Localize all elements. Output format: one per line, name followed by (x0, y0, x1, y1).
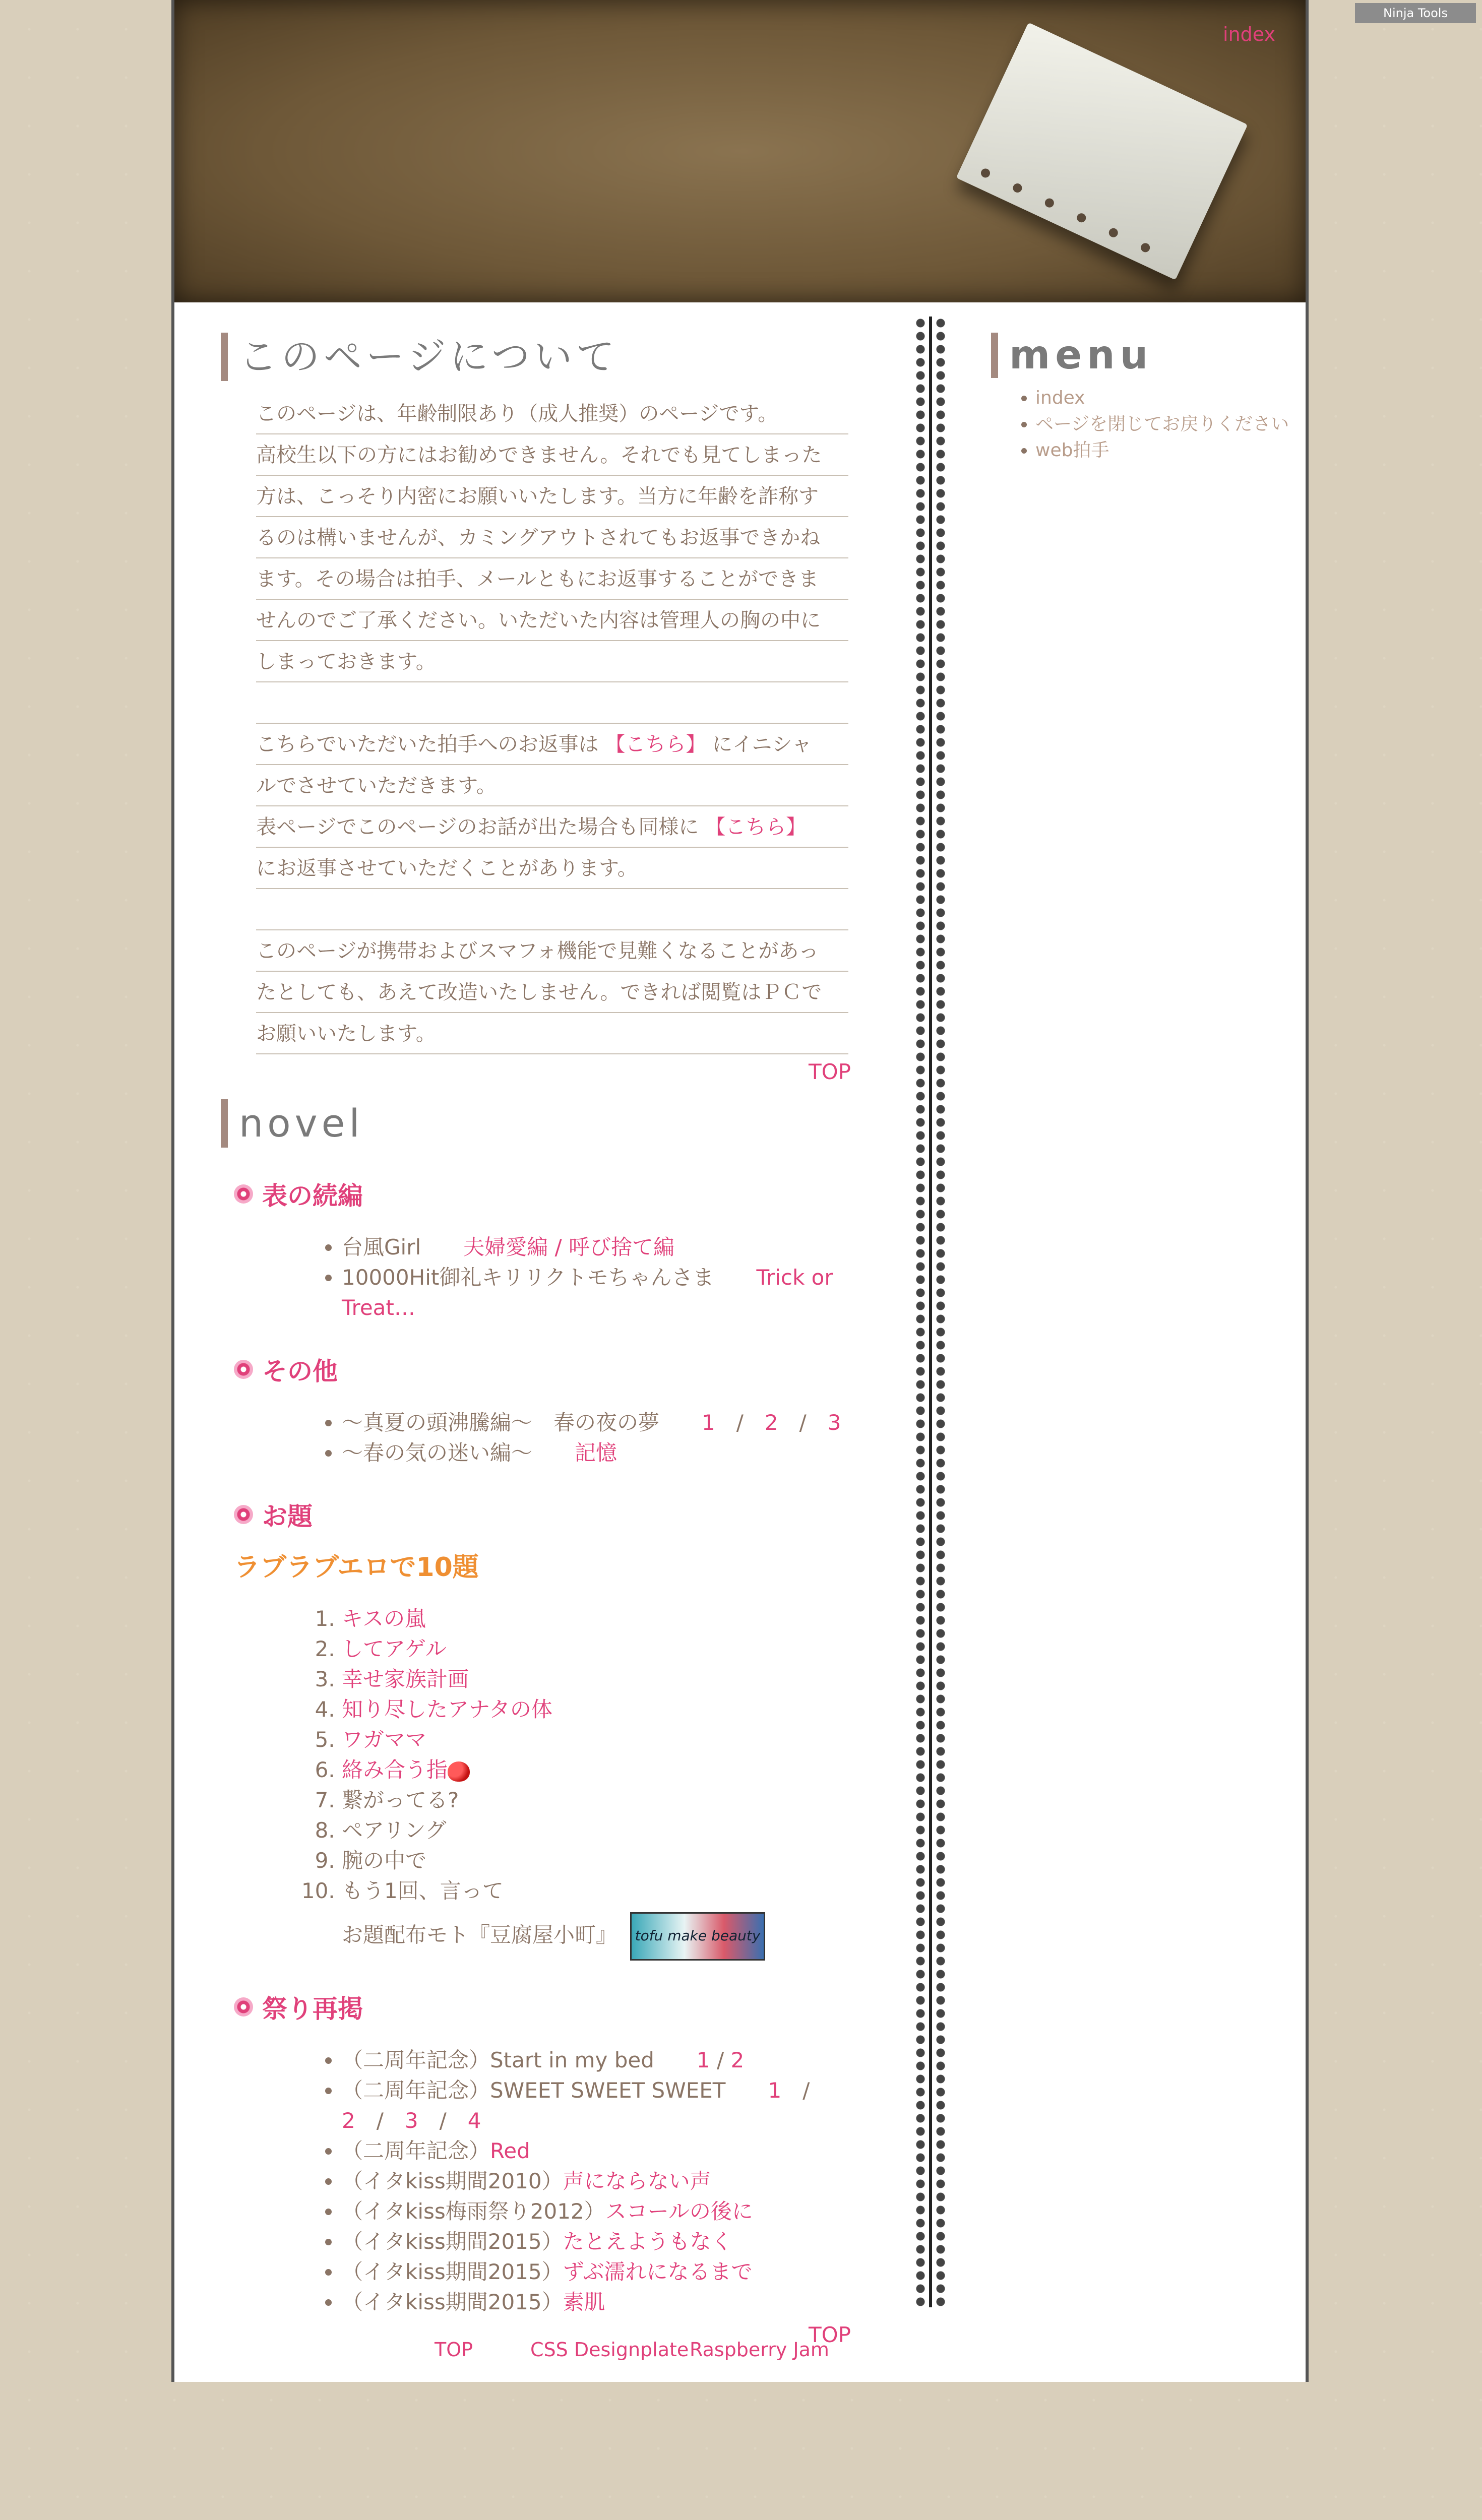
ninja-tools-badge[interactable]: Ninja Tools (1355, 3, 1476, 23)
menu-item (1035, 385, 1304, 411)
part-link[interactable]: 2 (342, 2108, 355, 2133)
reply-line: にお返事させていただくことがあります。 (256, 857, 638, 880)
reply-line (256, 806, 848, 848)
odai-subtitle: ラブラブエロで10題 (234, 1552, 479, 1583)
part-link[interactable]: 2 (764, 1410, 778, 1435)
story-link[interactable]: スコールの後に (605, 2199, 753, 2224)
mobile-line: このページが携帯およびスマフォ機能で見難くなることがあっ (256, 939, 819, 963)
list-item: • （イタkiss梅雨祭り2012）スコールの後に (342, 2196, 861, 2227)
part-link[interactable]: 2 (730, 2048, 745, 2072)
about-line: ます。その場合は拍手、メールともにお返事することができま (256, 568, 819, 591)
about-text (256, 393, 848, 1054)
part-link[interactable]: 1 (768, 2078, 782, 2103)
reply-text: にイニシャ (712, 733, 812, 756)
flower-icon (234, 1505, 253, 1524)
list-item: • （イタkiss期間2015）ずぶ濡れになるまで (342, 2257, 861, 2287)
header-index-link[interactable]: index (1223, 23, 1275, 45)
footer-rj-link[interactable]: Raspberry Jam (690, 2339, 829, 2361)
part-link[interactable]: 1 (702, 1410, 715, 1435)
odai-credit: お題配布モト『豆腐屋小町』 tofu make beauty (342, 1912, 861, 1961)
odai-link[interactable]: 絡み合う指 (342, 1757, 448, 1782)
odai-link[interactable]: キスの嵐 (342, 1606, 426, 1631)
flower-icon (234, 1997, 253, 2017)
menu-title: menu (991, 333, 1304, 378)
part-link[interactable]: 4 (467, 2108, 481, 2133)
omote-list (221, 1232, 861, 1323)
list-item: • （二周年記念）Red (342, 2136, 861, 2166)
odai-link[interactable]: ワガママ (342, 1727, 427, 1752)
about-line: 高校生以下の方にはお勧めできません。それでも見てしまった (256, 444, 822, 467)
list-item (342, 1694, 861, 1725)
menu-webclap-link[interactable]: web拍手 (1035, 440, 1109, 461)
list-item: • （イタkiss期間2015）素肌 (342, 2287, 861, 2317)
matsuri-heading: 祭り再掲 (234, 1989, 861, 2025)
reply-text: こちらでいただいた拍手へのお返事は (256, 733, 599, 756)
top-link[interactable]: TOP (808, 2322, 851, 2347)
fufu-link[interactable]: 夫婦愛編 / 呼び捨て編 (463, 1235, 675, 1259)
list-item (342, 1634, 861, 1664)
list-item: • 10000Hit御礼キリリクトモちゃんさま Trick or Treat… (342, 1263, 861, 1323)
list-item (342, 1755, 861, 1785)
odai-link[interactable]: してアゲル (342, 1636, 447, 1661)
story-link[interactable]: 声にならない声 (563, 2169, 711, 2193)
sidebar-menu (991, 333, 1304, 464)
reply-text: 表ページでこのページのお話が出た場合も同様に (256, 815, 699, 839)
menu-list (991, 385, 1304, 464)
matsuri-list (221, 2045, 861, 2317)
list-item: 8. ペアリング (342, 1815, 861, 1846)
odai-link[interactable]: 知り尽したアナタの体 (342, 1697, 552, 1722)
menu-item (1035, 411, 1304, 437)
part-link[interactable]: 3 (827, 1410, 841, 1435)
list-item (342, 1604, 861, 1634)
list-item: • （二周年記念）Start in my bed 1 / 2 (342, 2045, 861, 2075)
part-link[interactable]: 1 (696, 2048, 710, 2072)
odai-link[interactable]: 幸せ家族計画 (342, 1667, 469, 1691)
menu-item (1035, 437, 1304, 464)
reply-link[interactable]: 【こちら】 (705, 815, 807, 839)
about-title: このページについて (221, 333, 861, 381)
about-line: せんのでご了承ください。いただいた内容は管理人の胸の中に (256, 609, 821, 632)
story-link[interactable]: たとえようもなく (563, 2229, 732, 2254)
list-item (342, 1725, 861, 1755)
list-item: • ～真夏の頭沸騰編～ 春の夜の夢 1 / 2 / 3 (342, 1408, 861, 1438)
novel-title: novel (221, 1099, 861, 1148)
menu-index-link[interactable]: index (1035, 388, 1085, 408)
flower-icon (234, 1360, 253, 1379)
reply-line: ルでさせていただきます。 (256, 774, 497, 797)
part-link[interactable]: 3 (404, 2108, 418, 2133)
list-item: • （イタkiss期間2015）たとえようもなく (342, 2227, 861, 2257)
mobile-line: たとしても、あえて改造いたしません。できれば閲覧はＰＣで (256, 981, 822, 1004)
flower-icon (234, 1184, 253, 1204)
heart-icon (448, 1761, 470, 1782)
top-link[interactable]: TOP (808, 1059, 851, 1084)
list-item: • （二周年記念）SWEET SWEET SWEET 1 / 2 / 3 / 4 (342, 2075, 861, 2136)
trick-link[interactable]: Trick or Treat… (342, 1265, 833, 1320)
footer (174, 2339, 1306, 2369)
footer-css-link[interactable]: CSS Designplate (530, 2339, 689, 2361)
list-item: • ～春の気の迷い編～ 記憶 (342, 1438, 861, 1468)
odai-heading: お題 (234, 1496, 861, 1533)
header-banner (174, 0, 1306, 302)
spiral-binding (910, 317, 951, 2307)
story-link[interactable]: 素肌 (563, 2290, 605, 2314)
about-line: しまっておきます。 (256, 650, 436, 673)
footer-top-link[interactable]: TOP (435, 2339, 473, 2361)
list-item: 7. 繋がってる? (342, 1785, 861, 1815)
notebook-paper-image (956, 22, 1248, 280)
reply-line (256, 724, 848, 765)
menu-close-link[interactable]: ページを閉じてお戻りください (1035, 414, 1289, 434)
list-item: • （イタkiss期間2010）声にならない声 (342, 2166, 861, 2196)
list-item (342, 1664, 861, 1694)
tofu-banner[interactable]: tofu make beauty (630, 1912, 765, 1961)
about-line: 方は、こっそり内密にお願いいたします。当方に年齢を詐称す (256, 485, 819, 508)
about-line: るのは構いませんが、カミングアウトされてもお返事できかね (256, 526, 821, 549)
sonota-heading: その他 (234, 1351, 861, 1388)
reply-link[interactable]: 【こちら】 (605, 733, 706, 756)
story-link[interactable]: ずぶ濡れになるまで (563, 2259, 753, 2284)
about-line: このページは、年齢制限あり（成人推奨）のページです。 (256, 402, 778, 425)
kioku-link[interactable]: 記憶 (575, 1440, 618, 1465)
list-item: 9. 腕の中で (342, 1846, 861, 1876)
red-link[interactable]: Red (490, 2138, 530, 2163)
omote-heading: 表の続編 (234, 1176, 861, 1212)
page-container (171, 0, 1309, 2382)
mobile-line: お願いいたします。 (256, 1022, 436, 1045)
list-item: 10. もう1回、言って (342, 1876, 861, 1906)
list-item: • 台風Girl 夫婦愛編 / 呼び捨て編 (342, 1232, 861, 1263)
novel-section (221, 1099, 861, 2347)
sonota-list (221, 1408, 861, 1468)
main-content (221, 333, 861, 2347)
odai-list (221, 1604, 861, 1906)
